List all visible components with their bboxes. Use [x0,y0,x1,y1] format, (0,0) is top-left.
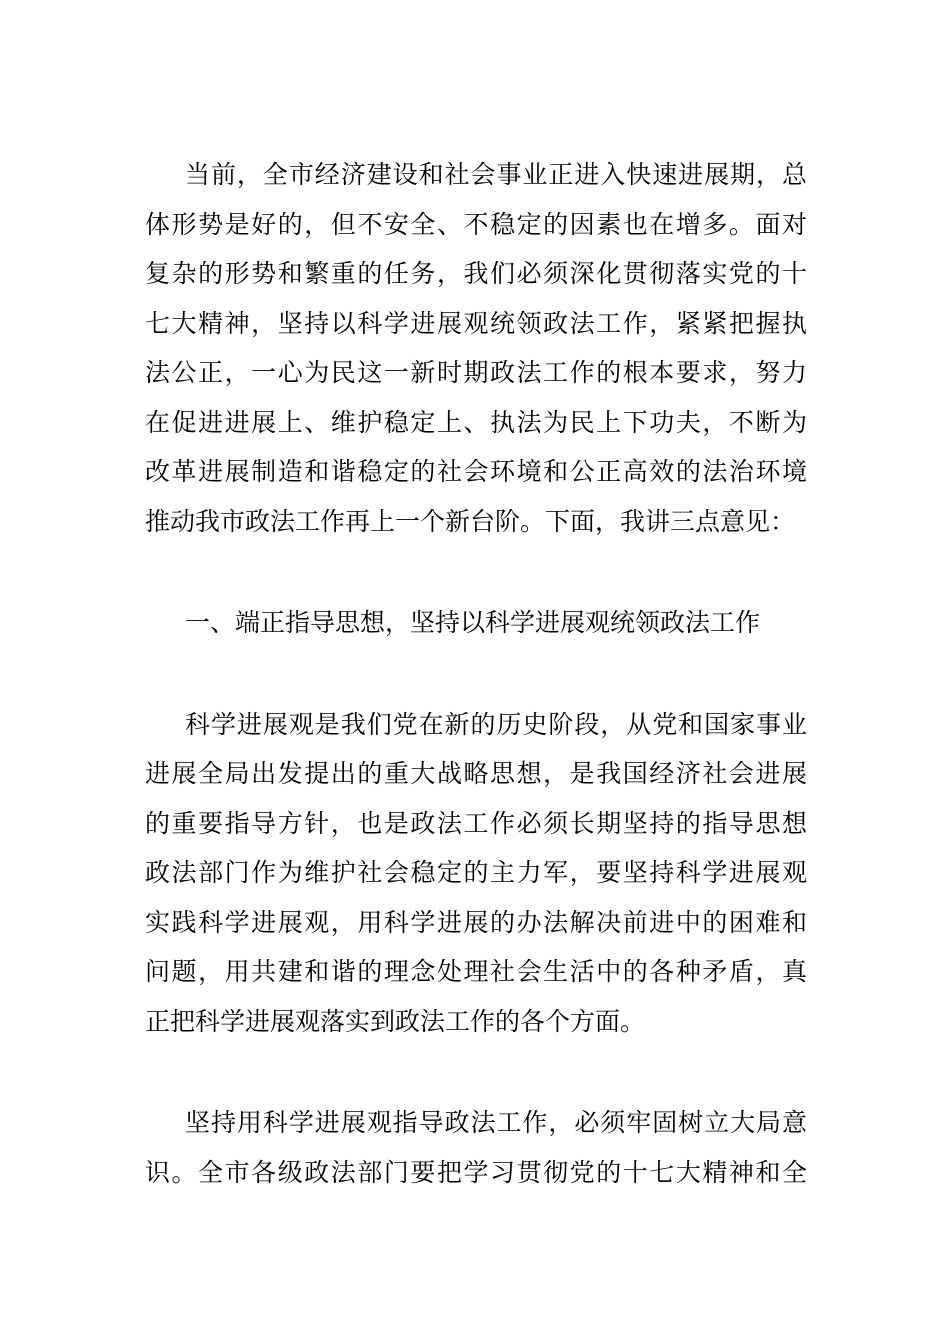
paragraph-line: 科学进展观是我们党在新的历史阶段，从党和国家事业 [185,709,807,739]
paragraph-line: 坚持用科学进展观指导政法工作，必须牢固树立大局意 [185,1108,807,1137]
paragraph-line: 改革进展制造和谐稳定的社会环境和公正高效的法治环境 [145,457,807,486]
paragraph-line: 推动我市政法工作再上一个新台阶。下面，我讲三点意见： [145,506,796,536]
paragraph-line: 问题，用共建和谐的理念处理社会生活中的各种矛盾，真 [145,957,807,986]
paragraph-spacer [145,546,807,598]
paragraph-line: 七大精神，坚持以科学进展观统领政法工作，紧紧把握执 [145,308,807,338]
paragraph-line: 正把科学进展观落实到政法工作的各个方面。 [145,1006,646,1036]
paragraph-spacer [145,648,807,700]
paragraph-line: 在促进进展上、维护稳定上、执法为民上下功夫，不断为 [145,407,807,437]
paragraph-line: 法公正，一心为民这一新时期政法工作的根本要求，努力 [145,358,807,387]
section-heading: 一、端正指导思想，坚持以科学进展观统领政法工作 [185,608,761,637]
paragraph-3 [145,1098,807,1197]
paragraph-line: 进展全局出发提出的重大战略思想，是我国经济社会进展 [145,759,807,788]
paragraph-line: 复杂的形势和繁重的任务，我们必须深化贯彻落实党的十 [145,259,807,288]
paragraph-2 [145,700,807,1047]
paragraph-1 [145,150,807,546]
document-body [145,150,807,1197]
paragraph-line: 实践科学进展观，用科学进展的办法解决前进中的困难和 [145,907,807,937]
paragraph-line: 政法部门作为维护社会稳定的主力军，要坚持科学进展观 [145,858,807,887]
paragraph-line: 识。全市各级政法部门要把学习贯彻党的十七大精神和全 [145,1157,807,1187]
paragraph-spacer [145,1046,807,1098]
paragraph-line: 当前，全市经济建设和社会事业正进入快速进展期，总 [185,160,807,189]
paragraph-line: 的重要指导方针，也是政法工作必须长期坚持的指导思想 [145,808,807,838]
paragraph-line: 体形势是好的，但不安全、不稳定的因素也在增多。面对 [145,209,807,239]
